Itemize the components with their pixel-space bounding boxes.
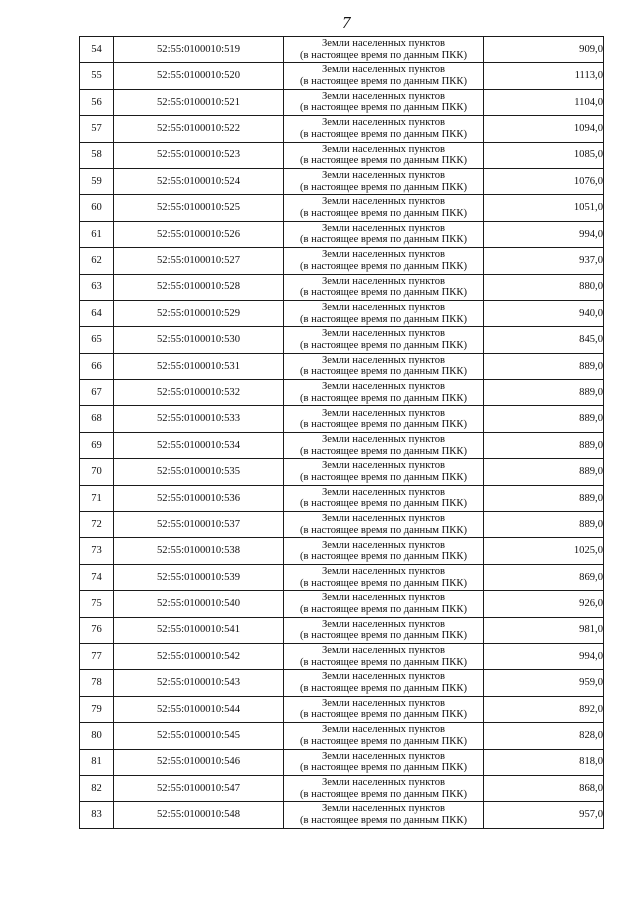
- land-category-note: (в настоящее время по данным ПКК): [300, 577, 467, 589]
- land-category-note: (в настоящее время по данным ПКК): [300, 551, 467, 563]
- cadastral-number-cell: 52:55:0100010:538: [114, 538, 284, 564]
- land-category-note: (в настоящее время по данным ПКК): [300, 287, 467, 299]
- table-row: [80, 300, 604, 326]
- table-row: [80, 432, 604, 458]
- table-row: [80, 459, 604, 485]
- table-row: [80, 380, 604, 406]
- table-row: [80, 802, 604, 828]
- area-cell: 959,0: [484, 670, 604, 696]
- land-category-cell: [284, 512, 484, 538]
- land-category-line: Земли населенных пунктов: [321, 645, 446, 657]
- land-category-cell: [284, 538, 484, 564]
- area-cell: 889,0: [484, 380, 604, 406]
- land-category-note: (в настоящее время по данным ПКК): [300, 76, 467, 88]
- land-category-line: Земли населенных пунктов: [321, 117, 446, 129]
- land-category-line: Земли населенных пунктов: [321, 697, 446, 709]
- table-row: [80, 670, 604, 696]
- land-category-note: (в настоящее время по данным ПКК): [300, 709, 467, 721]
- cadastral-number-cell: 52:55:0100010:536: [114, 485, 284, 511]
- land-category-note: (в настоящее время по данным ПКК): [300, 788, 467, 800]
- cadastral-number-cell: 52:55:0100010:533: [114, 406, 284, 432]
- table-row: [80, 512, 604, 538]
- area-cell: 1085,0: [484, 142, 604, 168]
- land-category-note: (в настоящее время по данным ПКК): [300, 603, 467, 615]
- land-category-note: (в настоящее время по данным ПКК): [300, 102, 467, 114]
- area-cell: 994,0: [484, 643, 604, 669]
- land-category-line: Земли населенных пунктов: [321, 354, 446, 366]
- row-number-cell: 54: [80, 37, 114, 63]
- cadastral-number-cell: 52:55:0100010:531: [114, 353, 284, 379]
- area-cell: 1025,0: [484, 538, 604, 564]
- land-category-cell: [284, 406, 484, 432]
- area-cell: 889,0: [484, 459, 604, 485]
- row-number-cell: 76: [80, 617, 114, 643]
- area-cell: 869,0: [484, 564, 604, 590]
- land-category-note: (в настоящее время по данным ПКК): [300, 313, 467, 325]
- land-category-note: (в настоящее время по данным ПКК): [300, 445, 467, 457]
- area-cell: 880,0: [484, 274, 604, 300]
- cadastral-number-cell: 52:55:0100010:527: [114, 248, 284, 274]
- land-category-note: (в настоящее время по данным ПКК): [300, 155, 467, 167]
- cadastral-number-cell: 52:55:0100010:541: [114, 617, 284, 643]
- row-number-cell: 56: [80, 89, 114, 115]
- table-row: [80, 485, 604, 511]
- area-cell: 889,0: [484, 485, 604, 511]
- land-category-cell: [284, 142, 484, 168]
- table-row: [80, 353, 604, 379]
- land-category-line: Земли населенных пунктов: [321, 486, 446, 498]
- land-category-line: Земли населенных пунктов: [321, 777, 446, 789]
- row-number-cell: 61: [80, 221, 114, 247]
- cadastral-number-cell: 52:55:0100010:540: [114, 591, 284, 617]
- land-category-cell: [284, 643, 484, 669]
- cadastral-number-cell: 52:55:0100010:545: [114, 723, 284, 749]
- row-number-cell: 75: [80, 591, 114, 617]
- table-row: [80, 327, 604, 353]
- land-category-note: (в настоящее время по данным ПКК): [300, 735, 467, 747]
- land-category-cell: [284, 248, 484, 274]
- cadastral-number-cell: 52:55:0100010:542: [114, 643, 284, 669]
- row-number-cell: 67: [80, 380, 114, 406]
- land-category-cell: [284, 617, 484, 643]
- land-category-note: (в настоящее время по данным ПКК): [300, 392, 467, 404]
- area-cell: 981,0: [484, 617, 604, 643]
- land-category-line: Земли населенных пунктов: [321, 539, 446, 551]
- row-number-cell: 73: [80, 538, 114, 564]
- row-number-cell: 63: [80, 274, 114, 300]
- table-row: [80, 723, 604, 749]
- area-cell: 994,0: [484, 221, 604, 247]
- land-category-note: (в настоящее время по данным ПКК): [300, 762, 467, 774]
- land-category-line: Земли населенных пунктов: [321, 724, 446, 736]
- area-cell: 1104,0: [484, 89, 604, 115]
- land-category-line: Земли населенных пунктов: [321, 592, 446, 604]
- land-category-note: (в настоящее время по данным ПКК): [300, 524, 467, 536]
- land-category-cell: [284, 564, 484, 590]
- land-category-note: (в настоящее время по данным ПКК): [300, 498, 467, 510]
- row-number-cell: 62: [80, 248, 114, 274]
- land-category-line: Земли населенных пунктов: [321, 196, 446, 208]
- land-category-note: (в настоящее время по данным ПКК): [300, 208, 467, 220]
- land-category-note: (в настоящее время по данным ПКК): [300, 181, 467, 193]
- row-number-cell: 83: [80, 802, 114, 828]
- land-category-line: Земли населенных пунктов: [321, 407, 446, 419]
- cadastral-number-cell: 52:55:0100010:521: [114, 89, 284, 115]
- table-row: [80, 538, 604, 564]
- area-cell: 909,0: [484, 37, 604, 63]
- area-cell: 889,0: [484, 512, 604, 538]
- cadastral-number-cell: 52:55:0100010:532: [114, 380, 284, 406]
- area-cell: 889,0: [484, 353, 604, 379]
- row-number-cell: 60: [80, 195, 114, 221]
- table-row: [80, 274, 604, 300]
- cadastral-number-cell: 52:55:0100010:528: [114, 274, 284, 300]
- row-number-cell: 78: [80, 670, 114, 696]
- land-category-cell: [284, 380, 484, 406]
- row-number-cell: 77: [80, 643, 114, 669]
- cadastral-number-cell: 52:55:0100010:523: [114, 142, 284, 168]
- land-category-line: Земли населенных пунктов: [321, 328, 446, 340]
- table-row: [80, 749, 604, 775]
- land-category-cell: [284, 723, 484, 749]
- cadastral-number-cell: 52:55:0100010:530: [114, 327, 284, 353]
- land-category-line: Земли населенных пунктов: [321, 38, 446, 50]
- land-category-cell: [284, 327, 484, 353]
- table-row: [80, 591, 604, 617]
- area-cell: 1094,0: [484, 116, 604, 142]
- land-category-cell: [284, 591, 484, 617]
- row-number-cell: 82: [80, 775, 114, 801]
- land-category-cell: [284, 670, 484, 696]
- land-category-line: Земли населенных пунктов: [321, 513, 446, 525]
- land-category-line: Земли населенных пунктов: [321, 170, 446, 182]
- land-category-line: Земли населенных пунктов: [321, 64, 446, 76]
- area-cell: 940,0: [484, 300, 604, 326]
- row-number-cell: 70: [80, 459, 114, 485]
- land-plots-table: [79, 36, 604, 829]
- table-row: [80, 564, 604, 590]
- land-category-cell: [284, 432, 484, 458]
- cadastral-number-cell: 52:55:0100010:519: [114, 37, 284, 63]
- land-category-line: Земли населенных пунктов: [321, 565, 446, 577]
- land-category-note: (в настоящее время по данным ПКК): [300, 128, 467, 140]
- land-category-note: (в настоящее время по данным ПКК): [300, 471, 467, 483]
- land-category-line: Земли населенных пунктов: [321, 803, 446, 815]
- land-category-line: Земли населенных пунктов: [321, 381, 446, 393]
- row-number-cell: 81: [80, 749, 114, 775]
- cadastral-number-cell: 52:55:0100010:535: [114, 459, 284, 485]
- land-category-line: Земли населенных пунктов: [321, 618, 446, 630]
- land-category-line: Земли населенных пунктов: [321, 750, 446, 762]
- land-category-cell: [284, 749, 484, 775]
- land-category-cell: [284, 116, 484, 142]
- table-row: [80, 775, 604, 801]
- land-category-note: (в настоящее время по данным ПКК): [300, 339, 467, 351]
- area-cell: 957,0: [484, 802, 604, 828]
- area-cell: 818,0: [484, 749, 604, 775]
- land-category-cell: [284, 459, 484, 485]
- cadastral-number-cell: 52:55:0100010:547: [114, 775, 284, 801]
- row-number-cell: 57: [80, 116, 114, 142]
- cadastral-number-cell: 52:55:0100010:529: [114, 300, 284, 326]
- cadastral-number-cell: 52:55:0100010:524: [114, 168, 284, 194]
- table-body: [80, 37, 604, 829]
- land-category-note: (в настоящее время по данным ПКК): [300, 683, 467, 695]
- table-row: [80, 168, 604, 194]
- land-category-note: (в настоящее время по данным ПКК): [300, 366, 467, 378]
- row-number-cell: 59: [80, 168, 114, 194]
- area-cell: 845,0: [484, 327, 604, 353]
- row-number-cell: 55: [80, 63, 114, 89]
- land-category-cell: [284, 274, 484, 300]
- table-row: [80, 63, 604, 89]
- cadastral-number-cell: 52:55:0100010:539: [114, 564, 284, 590]
- land-category-note: (в настоящее время по данным ПКК): [300, 49, 467, 61]
- land-category-cell: [284, 63, 484, 89]
- row-number-cell: 80: [80, 723, 114, 749]
- area-cell: 889,0: [484, 406, 604, 432]
- area-cell: 1051,0: [484, 195, 604, 221]
- area-cell: 892,0: [484, 696, 604, 722]
- land-category-cell: [284, 300, 484, 326]
- row-number-cell: 72: [80, 512, 114, 538]
- land-category-cell: [284, 353, 484, 379]
- area-cell: 1113,0: [484, 63, 604, 89]
- table-row: [80, 617, 604, 643]
- land-category-line: Земли населенных пунктов: [321, 90, 446, 102]
- cadastral-number-cell: 52:55:0100010:525: [114, 195, 284, 221]
- land-category-note: (в настоящее время по данным ПКК): [300, 656, 467, 668]
- land-category-cell: [284, 168, 484, 194]
- land-category-cell: [284, 37, 484, 63]
- cadastral-number-cell: 52:55:0100010:546: [114, 749, 284, 775]
- land-category-line: Земли населенных пунктов: [321, 671, 446, 683]
- land-category-cell: [284, 89, 484, 115]
- row-number-cell: 69: [80, 432, 114, 458]
- row-number-cell: 64: [80, 300, 114, 326]
- table-row: [80, 142, 604, 168]
- land-category-note: (в настоящее время по данным ПКК): [300, 815, 467, 827]
- page-number: 7: [342, 13, 351, 32]
- row-number-cell: 71: [80, 485, 114, 511]
- land-category-line: Земли населенных пунктов: [321, 433, 446, 445]
- table-row: [80, 221, 604, 247]
- row-number-cell: 66: [80, 353, 114, 379]
- row-number-cell: 68: [80, 406, 114, 432]
- row-number-cell: 58: [80, 142, 114, 168]
- area-cell: 889,0: [484, 432, 604, 458]
- table-row: [80, 37, 604, 63]
- cadastral-number-cell: 52:55:0100010:537: [114, 512, 284, 538]
- land-category-line: Земли населенных пунктов: [321, 302, 446, 313]
- land-category-note: (в настоящее время по данным ПКК): [300, 234, 467, 246]
- land-category-cell: [284, 485, 484, 511]
- cadastral-number-cell: 52:55:0100010:548: [114, 802, 284, 828]
- row-number-cell: 74: [80, 564, 114, 590]
- row-number-cell: 79: [80, 696, 114, 722]
- cadastral-number-cell: 52:55:0100010:520: [114, 63, 284, 89]
- table-row: [80, 116, 604, 142]
- land-category-cell: [284, 775, 484, 801]
- cadastral-number-cell: 52:55:0100010:534: [114, 432, 284, 458]
- land-category-line: Земли населенных пунктов: [321, 143, 446, 155]
- table-row: [80, 89, 604, 115]
- cadastral-number-cell: 52:55:0100010:526: [114, 221, 284, 247]
- land-category-cell: [284, 696, 484, 722]
- land-category-note: (в настоящее время по данным ПКК): [300, 630, 467, 642]
- area-cell: 926,0: [484, 591, 604, 617]
- land-category-line: Земли населенных пунктов: [321, 222, 446, 234]
- area-cell: 1076,0: [484, 168, 604, 194]
- table-row: [80, 248, 604, 274]
- table-row: [80, 696, 604, 722]
- land-category-cell: [284, 802, 484, 828]
- cadastral-number-cell: 52:55:0100010:522: [114, 116, 284, 142]
- land-category-line: Земли населенных пунктов: [321, 275, 446, 287]
- land-category-note: (в настоящее время по данным ПКК): [300, 260, 467, 272]
- land-category-cell: [284, 221, 484, 247]
- land-category-line: Земли населенных пунктов: [321, 249, 446, 261]
- table-row: [80, 195, 604, 221]
- land-category-line: Земли населенных пунктов: [321, 460, 446, 472]
- area-cell: 828,0: [484, 723, 604, 749]
- cadastral-number-cell: 52:55:0100010:544: [114, 696, 284, 722]
- land-category-note: (в настоящее время по данным ПКК): [300, 419, 467, 431]
- area-cell: 937,0: [484, 248, 604, 274]
- cadastral-number-cell: 52:55:0100010:543: [114, 670, 284, 696]
- land-category-cell: [284, 195, 484, 221]
- table-row: [80, 643, 604, 669]
- area-cell: 868,0: [484, 775, 604, 801]
- row-number-cell: 65: [80, 327, 114, 353]
- table-row: [80, 406, 604, 432]
